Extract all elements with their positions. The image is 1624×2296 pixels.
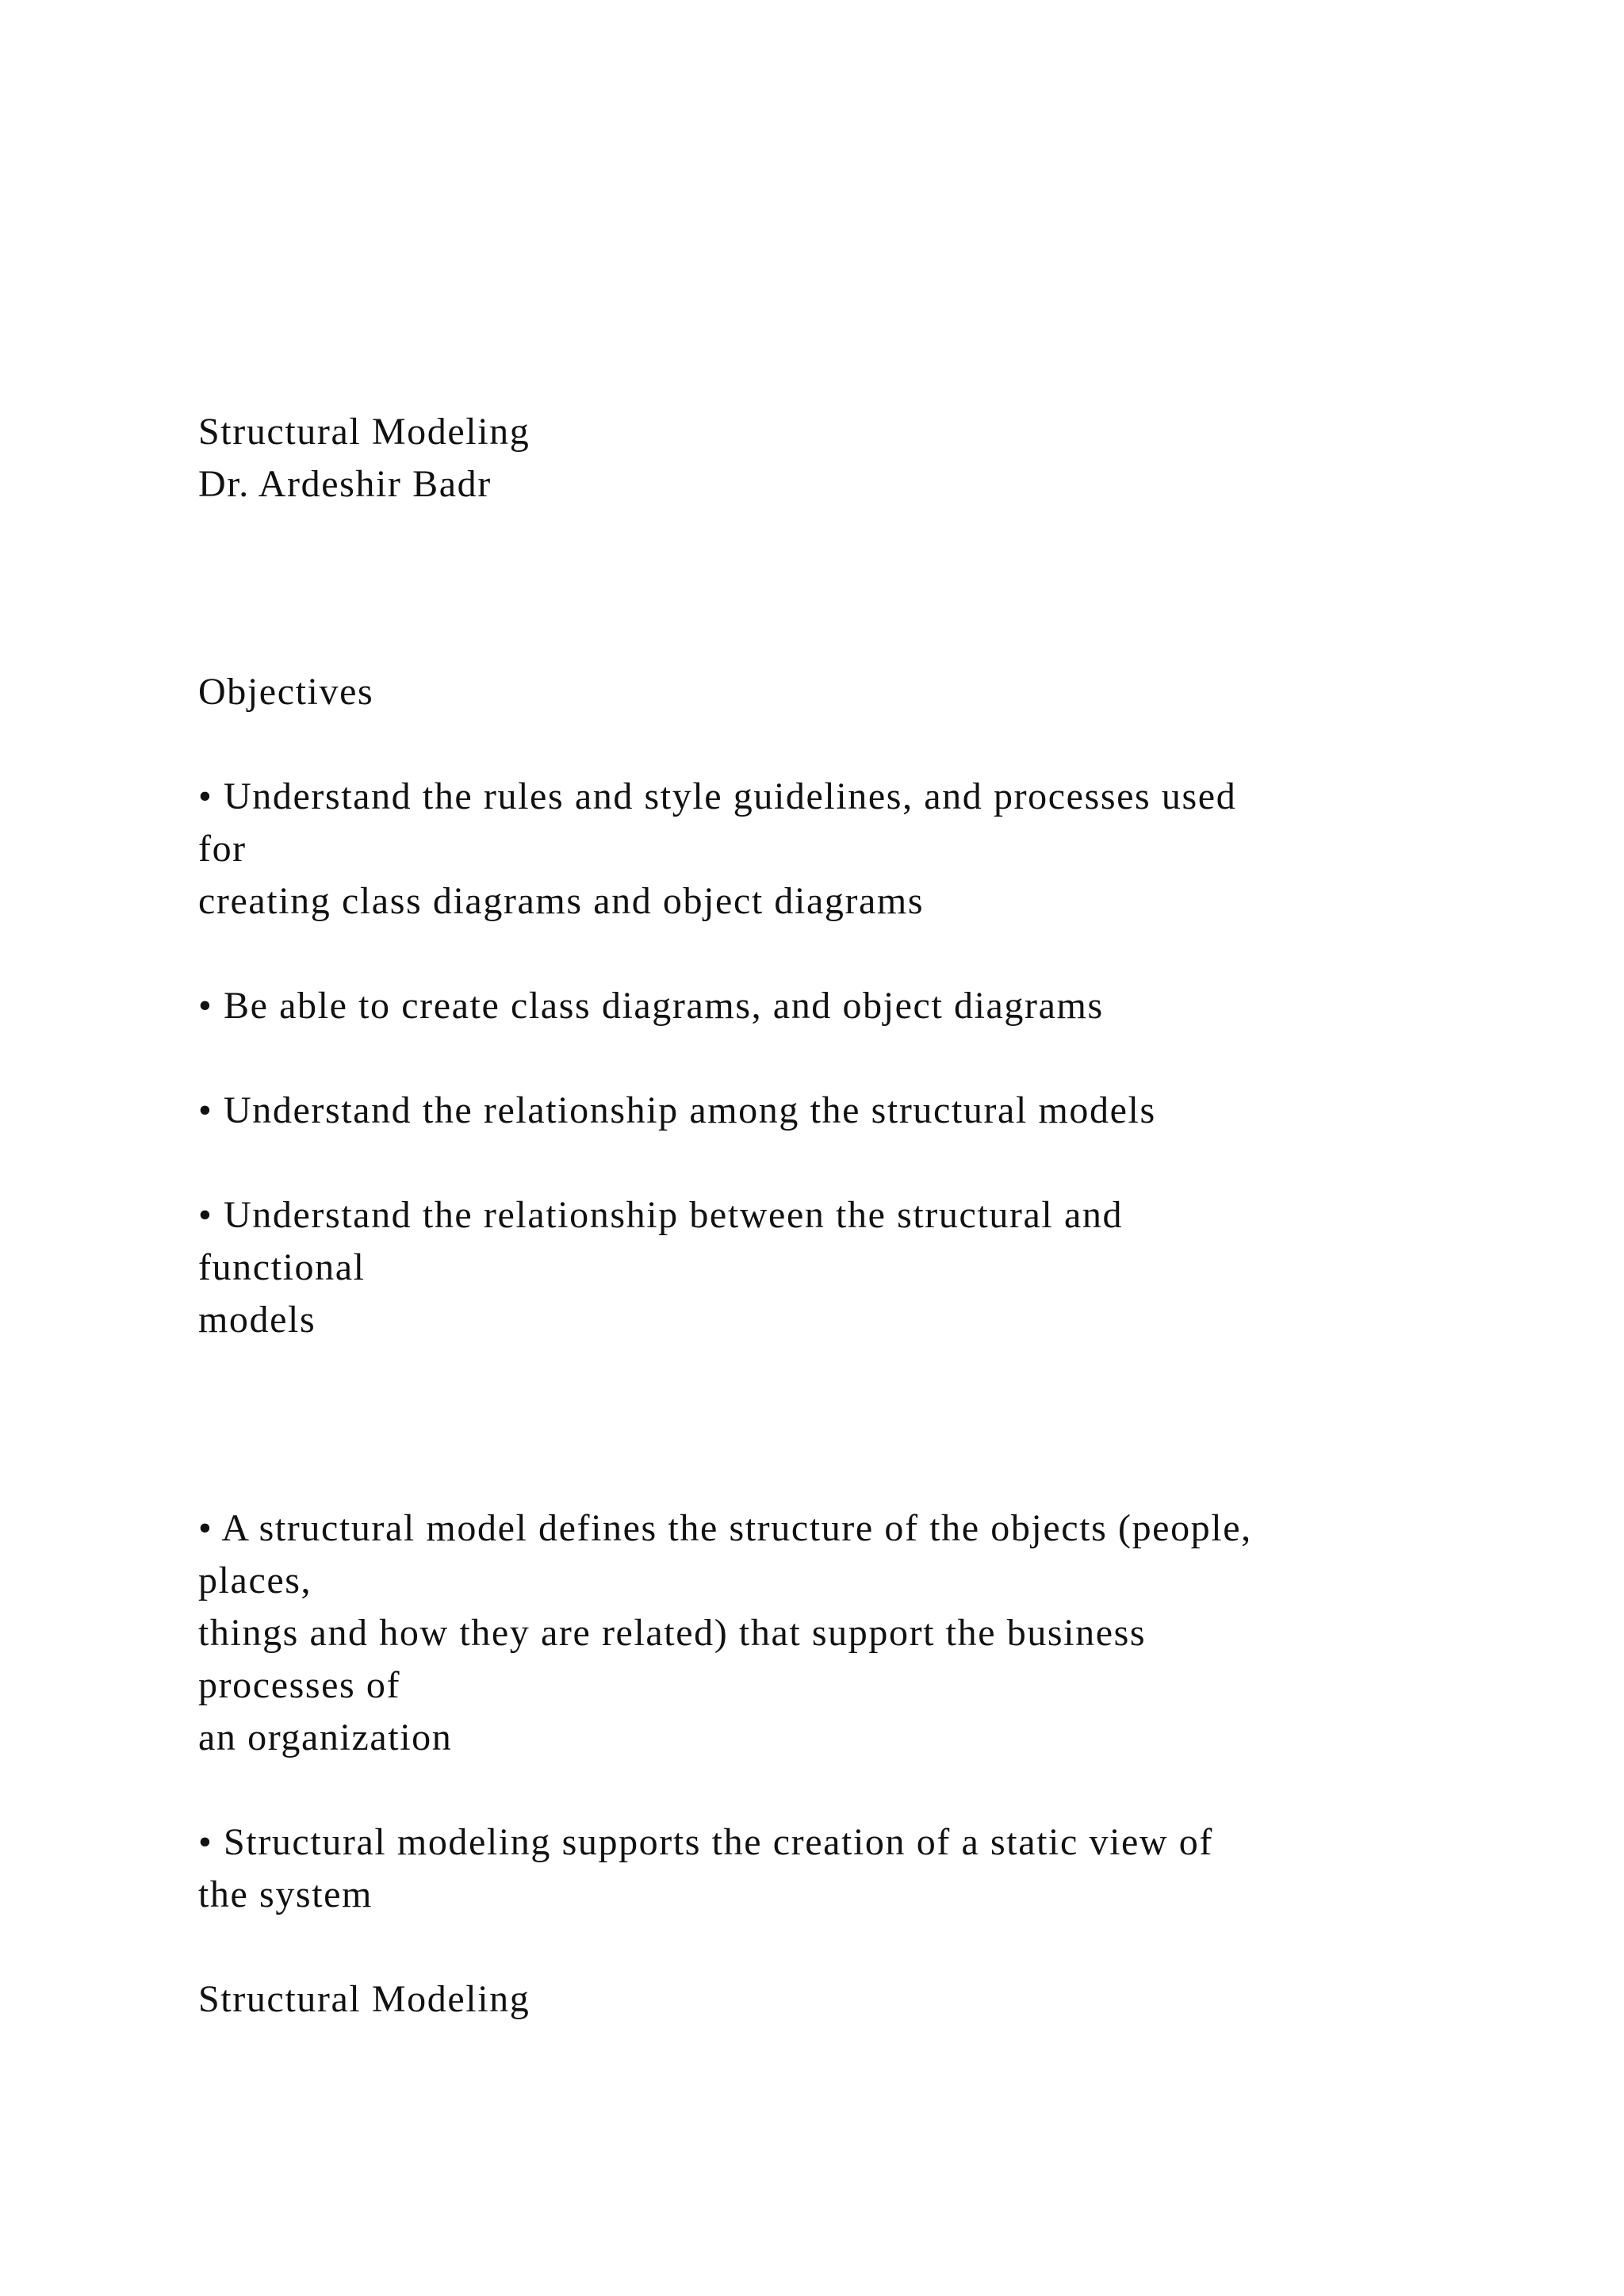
objective-line: creating class diagrams and object diagrams <box>198 880 925 922</box>
objectives-heading: Objectives <box>198 671 374 713</box>
objective-line: functional <box>198 1246 366 1288</box>
section-heading: Structural Modeling <box>198 1978 530 2020</box>
body-point-line: places, <box>198 1559 312 1601</box>
body-point-line: an organization <box>198 1716 453 1758</box>
objective-line: • Be able to create class diagrams, and object diagrams <box>198 985 1104 1027</box>
body-point-line: things and how they are related) that support the business <box>198 1612 1147 1654</box>
objective-line: • Understand the rules and style guidelines, and processes used <box>198 775 1237 817</box>
body-point-line: the system <box>198 1873 373 1915</box>
body-point-line: processes of <box>198 1664 401 1706</box>
body-point-line: • A structural model defines the structure of the objects (people, <box>198 1507 1252 1549</box>
document-author: Dr. Ardeshir Badr <box>198 463 492 505</box>
objective-line: • Understand the relationship among the structural models <box>198 1089 1156 1131</box>
objective-line: for <box>198 828 247 870</box>
document-title: Structural Modeling <box>198 411 530 453</box>
body-point-line: • Structural modeling supports the creation of a static view of <box>198 1821 1213 1863</box>
objective-line: • Understand the relationship between the structural and <box>198 1194 1124 1236</box>
objective-line: models <box>198 1299 316 1341</box>
